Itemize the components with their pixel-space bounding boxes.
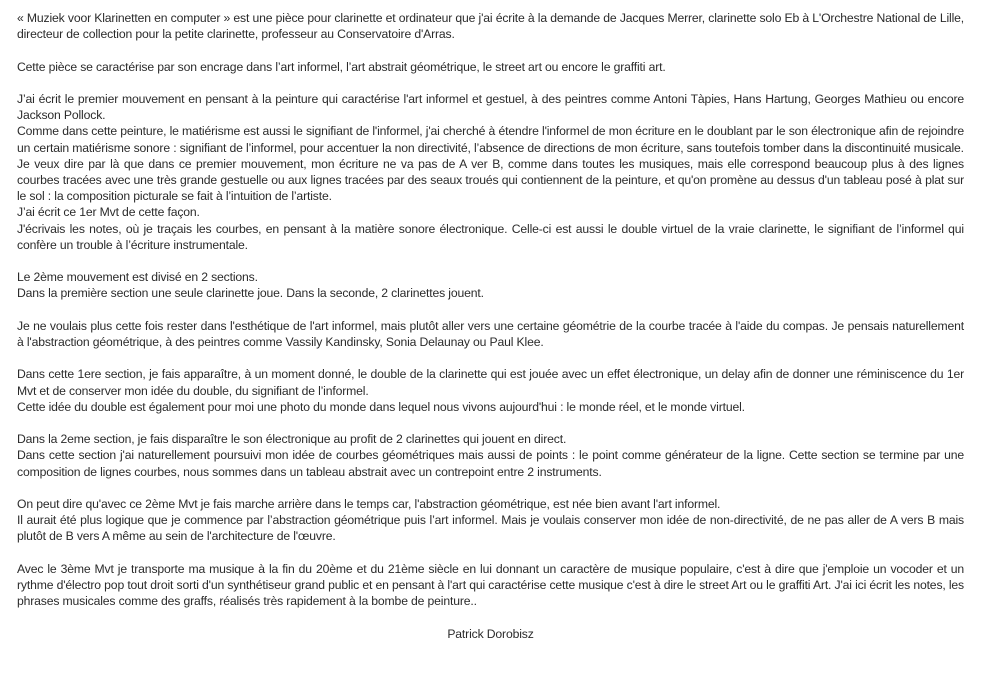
paragraph-line: Dans cette 1ere section, je fais apparaître, à un moment donné, le double de la clarinette qui est jouée avec un effet électronique, un delay afin de donner une réminiscence du 1er Mvt et de conserver mon idée du double, du signifiant de l’informel.	[17, 367, 964, 398]
paragraph-line: Je ne voulais plus cette fois rester dans l'esthétique de l'art informel, mais plutôt aller vers une certaine géométrie de la courbe tracée à l'aide du compas. Je pensais naturellement à l'abstraction géométrique, à des peintres comme Vassily Kandinsky, Sonia Delaunay ou Paul Klee.	[17, 318, 964, 349]
author-signature: Patrick Dorobisz	[447, 626, 534, 641]
paragraph	[17, 91, 964, 253]
paragraph	[17, 59, 964, 75]
document-body	[17, 10, 964, 658]
paragraph-line: Il aurait été plus logique que je commence par l’abstraction géométrique puis l’art informel. Mais je voulais conserver mon idée de non-directivité, de ne pas aller de A vers B mais plutôt de B vers A même au sein de l'architecture de l'œuvre.	[17, 513, 964, 544]
paragraph-line: « Muziek voor Klarinetten en computer » est une pièce pour clarinette et ordinateur que j'ai écrite à la demande de Jacques Merrer, clarinette solo Eb à L'Orchestre National de Lille, directeur de collection pour la petite clarinette, professeur au Conservatoire d'Arras.	[17, 11, 964, 42]
paragraph	[17, 10, 964, 42]
paragraph	[17, 269, 964, 301]
paragraph	[17, 366, 964, 415]
paragraph-line: Le 2ème mouvement est divisé en 2 sections.	[17, 270, 258, 285]
paragraph-line: Cette pièce se caractérise par son encrage dans l’art informel, l’art abstrait géométrique, le street art ou encore le graffiti art.	[17, 59, 666, 74]
paragraph-line: Comme dans cette peinture, le matiérisme est aussi le signifiant de l'informel, j'ai cherché à étendre l'informel de mon écriture en le doublant par le son électronique afin de rejoindre un certain matiérisme sonore : signifiant de l’informel, pour accentuer la non directivité, l’absence de directions de mon écriture, sans toutefois tomber dans la discontinuité musicale.	[17, 124, 964, 155]
paragraph	[17, 318, 964, 350]
paragraph-line: On peut dire qu'avec ce 2ème Mvt je fais marche arrière dans le temps car, l'abstraction géométrique, est née bien avant l'art informel.	[17, 496, 721, 511]
paragraph-line: Dans cette section j'ai naturellement poursuivi mon idée de courbes géométriques mais aussi de points : le point comme générateur de la ligne. Cette section se termine par une composition de lignes courbes, nous sommes dans un tableau abstrait avec un contrepoint entre 2 instruments.	[17, 448, 964, 479]
paragraph	[17, 431, 964, 480]
paragraph-line: Dans la première section une seule clarinette joue. Dans la seconde, 2 clarinettes jouent.	[17, 286, 484, 301]
paragraph	[17, 561, 964, 610]
paragraph-line: Cette idée du double est également pour moi une photo du monde dans lequel nous vivons aujourd'hui : le monde réel, et le monde virtuel.	[17, 399, 745, 414]
paragraph-line: Je veux dire par là que dans ce premier mouvement, mon écriture ne va pas de A ver B, comme dans toutes les musiques, mais elle correspond beaucoup plus à des lignes courbes tracées avec une très grande gestuelle ou aux lignes tracées par des seaux troués qui contiennent de la peinture, et qu'on promène au dessus d'un tableau posé à plat sur le sol : la composition picturale se fait à l’intuition de l’artiste.	[17, 156, 964, 204]
paragraph	[17, 496, 964, 545]
paragraph-line: J’ai écrit ce 1er Mvt de cette façon.	[17, 205, 200, 220]
paragraph-line: Avec le 3ème Mvt je transporte ma musique à la fin du 20ème et du 21ème siècle en lui donnant un caractère de musique populaire, c'est à dire que j'emploie un vocoder et un rythme d'électro pop tout droit sorti d'un synthétiseur grand public et en pensant à l'art qui caractérise cette musique c'est à dire le street Art ou le graffiti Art. J'ai ici écrit les notes, les phrases musicales comme des graffs, réalisés très rapidement à la bombe de peinture..	[17, 561, 964, 609]
paragraph-line: Dans la 2eme section, je fais disparaître le son électronique au profit de 2 clarinettes qui jouent en direct.	[17, 432, 567, 447]
paragraph-line: J’ai écrit le premier mouvement en pensant à la peinture qui caractérise l'art informel et gestuel, à des peintres comme Antoni Tàpies, Hans Hartung, Georges Mathieu ou encore Jackson Pollock.	[17, 91, 964, 123]
paragraph-line: J'écrivais les notes, où je traçais les courbes, en pensant à la matière sonore électronique. Celle-ci est aussi le double virtuel de la vraie clarinette, le signifiant de l’informel qui confère un trouble à l’écriture instrumentale.	[17, 221, 964, 252]
